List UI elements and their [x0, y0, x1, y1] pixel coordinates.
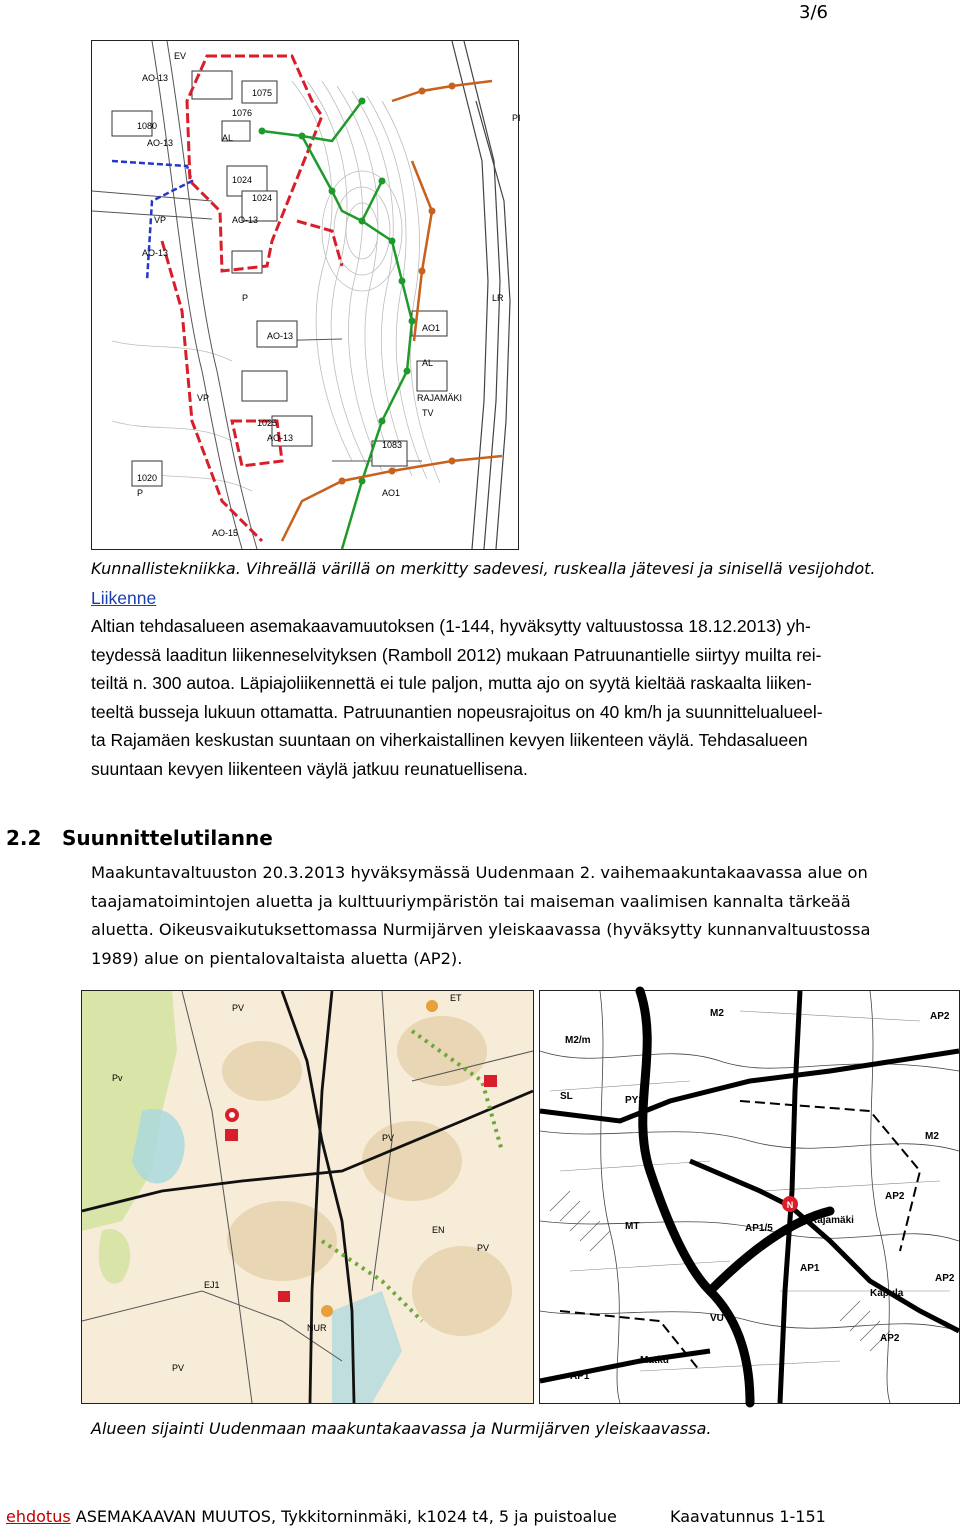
- svg-text:N: N: [786, 1200, 794, 1210]
- top-map-label: 1024: [252, 193, 273, 203]
- regional-map-label: PV: [477, 1243, 490, 1253]
- bottom-map-caption: Alueen sijainti Uudenmaan maakuntakaavassa ja Nurmijärven yleiskaavassa.: [91, 1419, 712, 1438]
- traffic-line: teeltä busseja lukuun ottamatta. Patruunantien nopeusrajoitus on 40 km/h ja suunnittelualueel-: [91, 701, 823, 722]
- page-number: 3/6: [799, 2, 828, 23]
- regional-map-label: PV: [382, 1133, 395, 1143]
- section-title: Suunnittelutilanne: [62, 826, 273, 850]
- top-map-label: AL: [422, 358, 434, 368]
- top-map-label: AO-13: [267, 331, 294, 341]
- traffic-line: Altian tehdasalueen asemakaavamuutoksen (1-144, hyväksytty valtuustossa 18.12.2013) yh-: [91, 616, 811, 636]
- general-map-label: M2: [925, 1131, 939, 1142]
- regional-map-label: EJ1: [204, 1280, 220, 1290]
- general-map-label: PY3: [625, 1095, 644, 1106]
- section-heading: [6, 826, 273, 850]
- general-map-label: SL: [560, 1091, 573, 1102]
- traffic-paragraph: [91, 612, 951, 783]
- top-map-label: 1080: [137, 121, 158, 131]
- regional-map-label: PV: [172, 1363, 185, 1373]
- general-map-label: AP2: [930, 1011, 950, 1022]
- top-map-label: P: [242, 293, 249, 303]
- regional-plan-map: [81, 990, 534, 1404]
- general-map-label: AP2: [880, 1333, 900, 1344]
- general-map-label: VU: [710, 1313, 724, 1324]
- traffic-line: ta Rajamäen keskustan suuntaan on viherkaistallinen kevyen liikenteen väylä. Tehdasalueen: [91, 730, 808, 750]
- top-map-label: 1076: [232, 108, 253, 118]
- footer-title: ASEMAKAAVAN MUUTOS, Tykkitorninmäki, k1024 t4, 5 ja puistoalue: [75, 1507, 617, 1526]
- top-map-label: P: [137, 488, 144, 498]
- general-map-label: M2/m: [565, 1035, 591, 1046]
- top-map-label: PI: [512, 113, 521, 123]
- top-map-label: AO1: [382, 488, 401, 498]
- top-map-label: RAJAMÄKI: [417, 393, 463, 403]
- top-map-label: AO1: [422, 323, 441, 333]
- general-map-label: MT: [625, 1221, 640, 1232]
- draft-label[interactable]: ehdotus: [6, 1507, 71, 1526]
- top-map-label: 1024: [232, 175, 253, 185]
- traffic-line: teydessä laaditun liikenneselvityksen (Ramboll 2012) mukaan Patruunantielle siirtyy muilta rei-: [91, 644, 822, 665]
- planning-line: 1989) alue on pientalovaltaista aluetta (AP2).: [91, 948, 463, 968]
- general-map-label: AP1: [800, 1263, 820, 1274]
- regional-map-label: Pv: [112, 1073, 123, 1083]
- regional-map-label: NUR: [307, 1323, 327, 1333]
- top-map-label: VP: [197, 393, 210, 403]
- section-number: 2.2: [6, 826, 42, 850]
- top-map-label: AO-13: [232, 215, 259, 225]
- traffic-line: teiltä n. 300 autoa. Läpiajoliikennettä ei tule paljon, mutta ajo on syytä kieltää raskaalta liiken-: [91, 673, 812, 693]
- general-map-label: AP1: [570, 1371, 590, 1382]
- traffic-line: suuntaan kevyen liikenteen väylä jatkuu reunatuellisena.: [91, 758, 528, 779]
- planning-line: Maakuntavaltuuston 20.3.2013 hyväksymässä Uudenmaan 2. vaihemaakuntakaavassa alue on: [91, 863, 868, 882]
- top-map-label: 1025: [257, 418, 278, 428]
- top-map-label: VP: [154, 215, 167, 225]
- top-map-label: AO-15: [212, 528, 239, 538]
- regional-map-label: PV: [232, 1003, 245, 1013]
- footer: [6, 1507, 956, 1526]
- regional-map-label: EN: [432, 1225, 445, 1235]
- top-map-label: AO-13: [142, 248, 169, 258]
- top-map-label: LR: [492, 293, 504, 303]
- general-map-label: Matku: [640, 1355, 669, 1366]
- traffic-heading-wrap: [91, 584, 156, 613]
- general-map-label: AP1/5: [745, 1223, 773, 1234]
- planning-line: aluetta. Oikeusvaikutuksettomassa Nurmijärven yleiskaavassa (hyväksytty kunnanvaltuustossa: [91, 920, 871, 939]
- planning-paragraph: [91, 859, 951, 973]
- top-map-label: AO-13: [267, 433, 294, 443]
- top-map-caption: Kunnallistekniikka. Vihreällä värillä on merkitty sadevesi, ruskealla jätevesi ja sinisellä vesijohdot.: [91, 559, 876, 578]
- general-map-label: AP2: [935, 1273, 955, 1284]
- planning-line: taajamatoimintojen aluetta ja kulttuuriympäristön tai maiseman vaalimisen kannalta tärkeää: [91, 891, 851, 911]
- general-map-label: AP2: [885, 1191, 905, 1202]
- top-map-label: EV: [174, 51, 187, 61]
- general-map-label: Rajamäki: [810, 1215, 854, 1226]
- municipal-engineering-map: [91, 40, 519, 550]
- general-map-label: M2: [710, 1008, 724, 1019]
- top-map-label: 1075: [252, 88, 273, 98]
- traffic-heading[interactable]: Liikenne: [91, 588, 157, 608]
- top-map-label: 1083: [382, 440, 403, 450]
- top-map-label: AO-13: [147, 138, 174, 148]
- general-map-label: Kapula: [870, 1288, 904, 1299]
- top-map-label: TV: [422, 408, 434, 418]
- general-plan-map: [539, 990, 960, 1404]
- plan-number: Kaavatunnus 1-151: [670, 1507, 826, 1526]
- regional-map-label: ET: [450, 993, 462, 1003]
- top-map-label: AO-13: [142, 73, 169, 83]
- top-map-label: 1020: [137, 473, 158, 483]
- top-map-label: AL: [222, 133, 234, 143]
